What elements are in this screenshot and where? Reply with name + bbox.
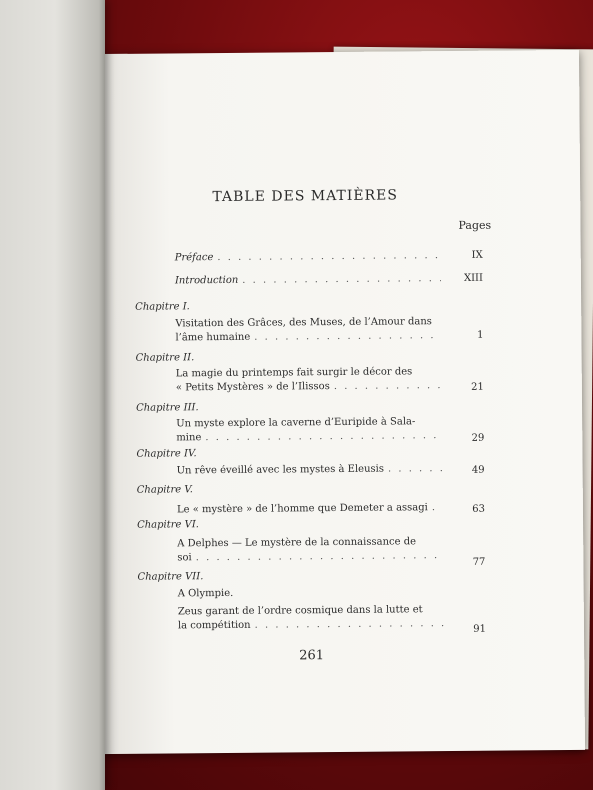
entry-line: l’âme humaine (175, 331, 251, 344)
entry-line: Un rêve éveillé avec les mystes à Eleusis (176, 463, 385, 477)
entry-line: soi (177, 552, 192, 564)
entry-line: Zeus garant de l’ordre cosmique dans la lutte et (177, 604, 423, 618)
entry-page: 63 (472, 503, 485, 515)
entry-line: La magie du printemps fait surgir le décor des (175, 366, 413, 380)
chapter-label: Chapitre VI. (137, 519, 200, 531)
page-number: 261 (299, 648, 325, 664)
leader-dots (205, 429, 442, 445)
toc-entry-chapter-5 (177, 501, 447, 517)
entry-line: « Petits Mystères » de l’Ilissos (175, 381, 330, 394)
entry-page: 1 (477, 329, 484, 341)
entry-line: Un myste explore la caverne d’Euripide à Sala- (176, 416, 416, 430)
pages-column-header: Pages (458, 218, 492, 232)
entry-line: Visitation des Grâces, des Muses, de l’Amour dans (175, 316, 432, 330)
entry-page: 77 (472, 556, 486, 568)
toc-entry-chapter-3 (176, 415, 446, 445)
chapter-label: Chapitre VII. (137, 571, 204, 583)
leader-dots (254, 329, 441, 345)
chapter-label: Chapitre I. (135, 301, 190, 313)
entry-label: Préface (174, 252, 214, 264)
toc-entry-chapter-6 (177, 535, 447, 565)
leader-dots (242, 272, 441, 288)
leader-dots (432, 501, 443, 515)
leader-dots (196, 549, 444, 565)
chapter-label: Chapitre II. (135, 352, 195, 364)
entry-line: la compétition (177, 619, 251, 632)
toc-entry-chapter-7 (178, 585, 448, 633)
entry-line: mine (176, 432, 202, 444)
entry-label: Introduction (174, 274, 239, 287)
entry-page: XIII (463, 272, 483, 284)
toc-entry-introduction (175, 272, 445, 288)
entry-line: A Olympie. (177, 587, 234, 600)
entry-page: IX (471, 249, 483, 261)
page-title: TABLE DES MATIÈRES (212, 187, 399, 206)
leader-dots (255, 617, 444, 633)
chapter-label: Chapitre IV. (136, 448, 197, 460)
leader-dots (334, 379, 442, 394)
table-of-contents (89, 50, 585, 754)
facing-page (0, 0, 105, 790)
chapter-label: Chapitre III. (135, 402, 199, 414)
entry-page: 49 (471, 464, 485, 476)
toc-entry-preface (175, 249, 445, 265)
toc-entry-chapter-4 (177, 462, 447, 478)
toc-entry-chapter-1 (175, 315, 445, 345)
entry-line: Le « mystère » de l’homme que Demeter a assagi (176, 502, 428, 516)
entry-page: 29 (471, 432, 485, 444)
entry-page: 21 (471, 381, 484, 393)
leader-dots (217, 249, 441, 265)
chapter-label: Chapitre V. (136, 484, 194, 496)
leader-dots (388, 462, 443, 476)
entry-page: 91 (473, 623, 487, 635)
entry-line: A Delphes — Le mystère de la connaissance de (177, 536, 417, 550)
book-page (89, 50, 585, 754)
toc-entry-chapter-2 (176, 365, 446, 395)
